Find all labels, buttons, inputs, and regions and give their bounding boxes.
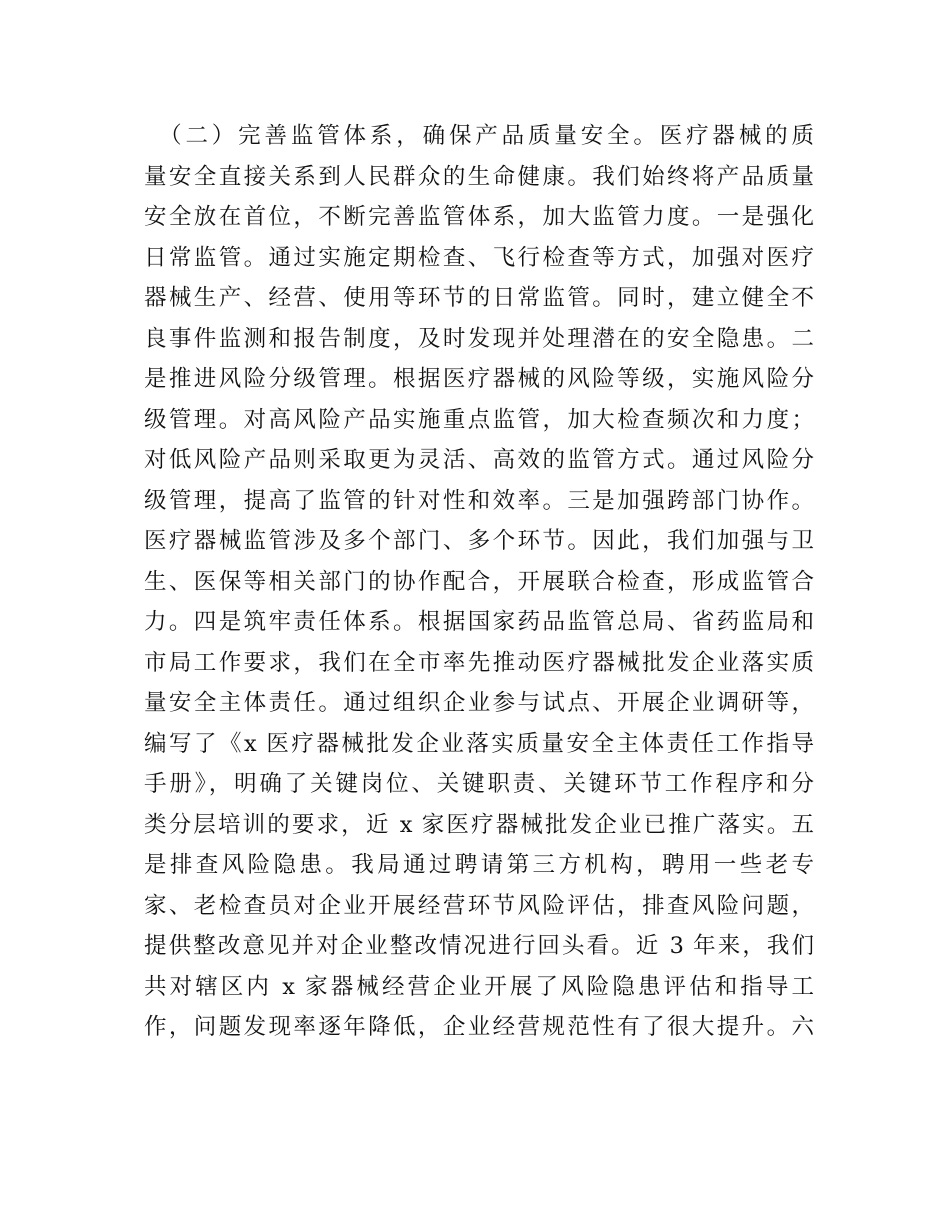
paragraph-line: 共对辖区内 x 家器械经营企业开展了风险隐患评估和指导工 (144, 973, 814, 1000)
paragraph-line: 提供整改意见并对企业整改情况进行回头看。近 3 年来，我们 (144, 933, 814, 959)
paragraph-line: 类分层培训的要求，近 x 家医疗器械批发企业已推广落实。五 (144, 811, 814, 838)
paragraph-line: 医疗器械监管涉及多个部门、多个环节。因此，我们加强与卫 (144, 528, 814, 554)
paragraph-line: 日常监管。通过实施定期检查、飞行检查等方式，加强对医疗 (144, 244, 814, 271)
paragraph-line: 器械生产、经营、使用等环节的日常监管。同时，建立健全不 (144, 285, 814, 311)
paragraph-line: 手册》，明确了关键岗位、关键职责、关键环节工作程序和分 (144, 771, 814, 797)
paragraph-line: 安全放在首位，不断完善监管体系，加大监管力度。一是强化 (144, 204, 814, 230)
paragraph-line: 级管理，提高了监管的针对性和效率。三是加强跨部门协作。 (144, 487, 814, 514)
paragraph-line: 是排查风险隐患。我局通过聘请第三方机构，聘用一些老专 (144, 852, 814, 878)
body-paragraph (144, 116, 814, 1048)
paragraph-line: 家、老检查员对企业开展经营环节风险评估，排查风险问题， (144, 892, 814, 919)
paragraph-line: （二）完善监管体系，确保产品质量安全。医疗器械的质 (144, 123, 814, 149)
paragraph-line: 良事件监测和报告制度，及时发现并处理潜在的安全隐患。二 (144, 325, 814, 352)
paragraph-line: 量安全直接关系到人民群众的生命健康。我们始终将产品质量 (144, 163, 814, 190)
paragraph-line: 级管理。对高风险产品实施重点监管，加大检查频次和力度； (144, 406, 814, 433)
paragraph-line: 力。四是筑牢责任体系。根据国家药品监管总局、省药监局和 (144, 609, 814, 635)
paragraph-line: 作，问题发现率逐年降低，企业经营规范性有了很大提升。六 (144, 1014, 814, 1040)
paragraph-line: 编写了《x 医疗器械批发企业落实质量安全主体责任工作指导 (144, 730, 814, 757)
paragraph-line: 对低风险产品则采取更为灵活、高效的监管方式。通过风险分 (144, 447, 814, 473)
paragraph-line: 是推进风险分级管理。根据医疗器械的风险等级，实施风险分 (144, 366, 814, 392)
paragraph-line: 市局工作要求，我们在全市率先推动医疗器械批发企业落实质 (144, 649, 814, 676)
paragraph-line: 生、医保等相关部门的协作配合，开展联合检查，形成监管合 (144, 568, 814, 595)
paragraph-line: 量安全主体责任。通过组织企业参与试点、开展企业调研等， (144, 690, 814, 716)
